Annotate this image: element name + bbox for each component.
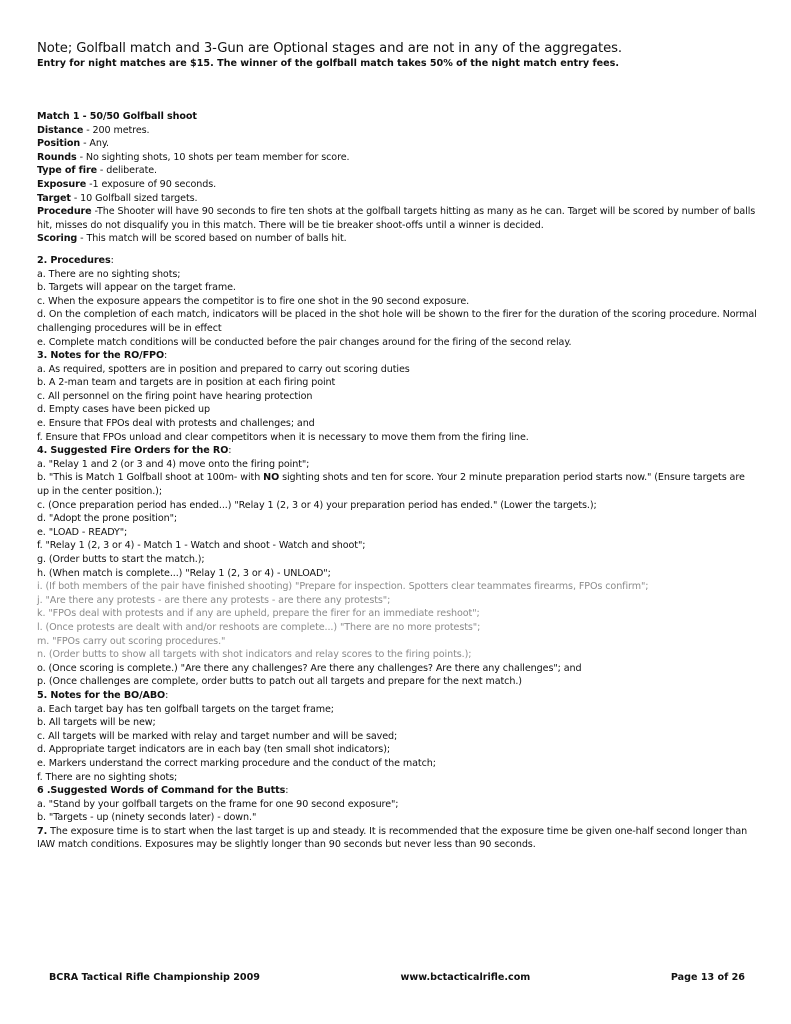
list-item: g. (Order butts to start the match.);: [37, 554, 205, 565]
section-heading-suffix: :: [110, 254, 114, 266]
section-heading-suffix: :: [228, 445, 232, 457]
emphasis-no: NO: [263, 472, 280, 484]
match-field-value: - No sighting shots, 10 shots per team member for score.: [76, 151, 350, 163]
list-item: f. There are no sighting shots;: [37, 771, 178, 783]
section-heading-suffix: :: [285, 785, 289, 797]
list-item: b. All targets will be new;: [37, 717, 156, 729]
match-field-value: - 10 Golfball sized targets.: [70, 192, 198, 204]
match-field: [37, 164, 757, 178]
list-item: f. Ensure that FPOs unload and clear competitors when it is necessary to move them from the firing line.: [37, 431, 529, 443]
match-field: [37, 151, 757, 165]
section-heading-text: 2. Procedures: [37, 254, 111, 266]
match-title: Match 1 - 50/50 Golfball shoot: [37, 111, 197, 122]
match-field-value: -The Shooter will have 90 seconds to fire ten shots at the golfball targets hitting as many as he can. Target will be scored by number of balls hit, misses do not disqualify you in this match. There will be tie breaker shoot-offs until a winner is decided.: [37, 206, 756, 231]
match-field-label: Type of fire: [37, 165, 97, 177]
list-item: e. Ensure that FPOs deal with protests and challenges; and: [37, 418, 315, 430]
sections-container: [37, 254, 757, 825]
list-item: c. All personnel on the firing point have hearing protection: [37, 390, 313, 402]
footer-title: BCRA Tactical Rifle Championship 2009: [49, 972, 260, 983]
list-item: o. (Once scoring is complete.) "Are there any challenges? Are there any challenges? Are there any challenges"; and: [37, 662, 582, 674]
section-heading: [37, 254, 757, 268]
match-details: [37, 110, 757, 246]
list-item: a. "Stand by your golfball targets on the frame for one 90 second exposure";: [37, 798, 399, 810]
list-item: a. "Relay 1 and 2 (or 3 and 4) move onto the firing point";: [37, 458, 310, 470]
match-field-label: Position: [37, 138, 81, 150]
list-item: j. "Are there any protests - are there any protests - are there any protests";: [37, 594, 391, 606]
match-field-label: Target: [37, 192, 71, 204]
match-field: [37, 124, 757, 138]
section-heading-suffix: :: [165, 689, 169, 701]
list-item: d. "Adopt the prone position";: [37, 513, 178, 525]
closing-label: 7.: [37, 825, 48, 837]
section-heading-text: 6 .Suggested Words of Command for the Butts: [37, 785, 286, 797]
list-item: c. All targets will be marked with relay and target number and will be saved;: [37, 730, 398, 742]
list-item: e. Complete match conditions will be conducted before the pair changes around for the firing of the second relay.: [37, 336, 572, 348]
closing-text: The exposure time is to start when the last target is up and steady. It is recommended that the exposure time be given one-half second longer than IAW match conditions. Exposures may be slightly longer than 90 seconds but never less than 90 seconds.: [37, 825, 748, 851]
list-item: e. "LOAD - READY";: [37, 526, 128, 538]
match-field-label: Exposure: [37, 178, 87, 190]
match-field-value: - deliberate.: [96, 165, 157, 177]
section-heading-text: 5. Notes for the BO/ABO: [37, 689, 166, 701]
match-field: [37, 192, 757, 206]
list-item: d. Appropriate target indicators are in each bay (ten small shot indicators);: [37, 744, 390, 756]
match-field: [37, 232, 757, 246]
list-item: i. (If both members of the pair have finished shooting) "Prepare for inspection. Spotters clear teammates firearms, FPOs confirm";: [37, 581, 649, 593]
list-item: k. "FPOs deal with protests and if any are upheld, prepare the firer for an immediate reshoot";: [37, 608, 480, 620]
section-heading: [37, 784, 757, 798]
list-item: f. "Relay 1 (2, 3 or 4) - Match 1 - Watch and shoot - Watch and shoot";: [37, 540, 366, 552]
optional-stages-note: Note; Golfball match and 3-Gun are Optional stages and are not in any of the aggregates.: [37, 41, 622, 56]
list-item: b. "Targets - up (ninety seconds later) - down.": [37, 812, 257, 824]
list-item: e. Markers understand the correct marking procedure and the conduct of the match;: [37, 757, 436, 769]
section-heading-text: 4. Suggested Fire Orders for the RO: [37, 445, 229, 457]
list-item: p. (Once challenges are complete, order butts to patch out all targets and prepare for the next match.): [37, 676, 522, 688]
entry-fee-note: Entry for night matches are $15. The winner of the golfball match takes 50% of the night match entry fees.: [37, 58, 619, 69]
list-item: b. Targets will appear on the target frame.: [37, 282, 236, 294]
match-field: [37, 178, 757, 192]
closing-paragraph: [37, 825, 757, 852]
match-field-label: Procedure: [37, 206, 92, 218]
match-field-value: - This match will be scored based on number of balls hit.: [77, 233, 347, 245]
match-field-value: - 200 metres.: [83, 124, 150, 136]
match-field-label: Distance: [37, 124, 84, 136]
list-item: b. A 2-man team and targets are in position at each firing point: [37, 377, 336, 389]
list-item: d. On the completion of each match, indicators will be placed in the shot hole will be shown to the firer for the duration of the scoring procedure. Normal challenging procedures will be in effect: [37, 309, 757, 334]
list-item: c. When the exposure appears the competitor is to fire one shot in the 90 second exposure.: [37, 295, 470, 307]
match-field-value: -1 exposure of 90 seconds.: [86, 178, 217, 190]
list-item: a. There are no sighting shots;: [37, 268, 181, 280]
list-item: c. (Once preparation period has ended...) "Relay 1 (2, 3 or 4) your preparation period has ended." (Lower the targets.);: [37, 499, 597, 511]
section-heading: [37, 444, 757, 458]
list-item: a. Each target bay has ten golfball targets on the target frame;: [37, 703, 334, 715]
match-field-value: - Any.: [80, 138, 109, 150]
match-field: [37, 205, 757, 232]
list-item: l. (Once protests are dealt with and/or reshoots are complete...) "There are no more protests";: [37, 621, 481, 633]
list-item: a. As required, spotters are in position and prepared to carry out scoring duties: [37, 363, 410, 375]
section-heading-suffix: :: [164, 350, 168, 362]
footer-page-number: Page 13 of 26: [670, 972, 745, 983]
match-field-label: Rounds: [37, 151, 77, 163]
list-item: d. Empty cases have been picked up: [37, 404, 210, 416]
section-heading: [37, 349, 757, 363]
section-heading-text: 3. Notes for the RO/FPO: [37, 350, 165, 362]
footer-website: www.bctacticalrifle.com: [400, 972, 531, 983]
match-field: [37, 137, 757, 151]
list-item: n. (Order butts to show all targets with shot indicators and relay scores to the firing points.);: [37, 649, 472, 661]
document-page: [37, 40, 757, 852]
list-item: m. "FPOs carry out scoring procedures.": [37, 635, 226, 647]
list-item: h. (When match is complete...) "Relay 1 (2, 3 or 4) - UNLOAD";: [37, 567, 331, 579]
section-heading: [37, 689, 757, 703]
match-field-label: Scoring: [37, 233, 78, 245]
list-item: b. "This is Match 1 Golfball shoot at 100m- with NO sighting shots and ten for score. Your 2 minute preparation period starts now." (Ensure targets are up in the center position.);: [37, 472, 745, 498]
page-footer: [49, 972, 745, 983]
